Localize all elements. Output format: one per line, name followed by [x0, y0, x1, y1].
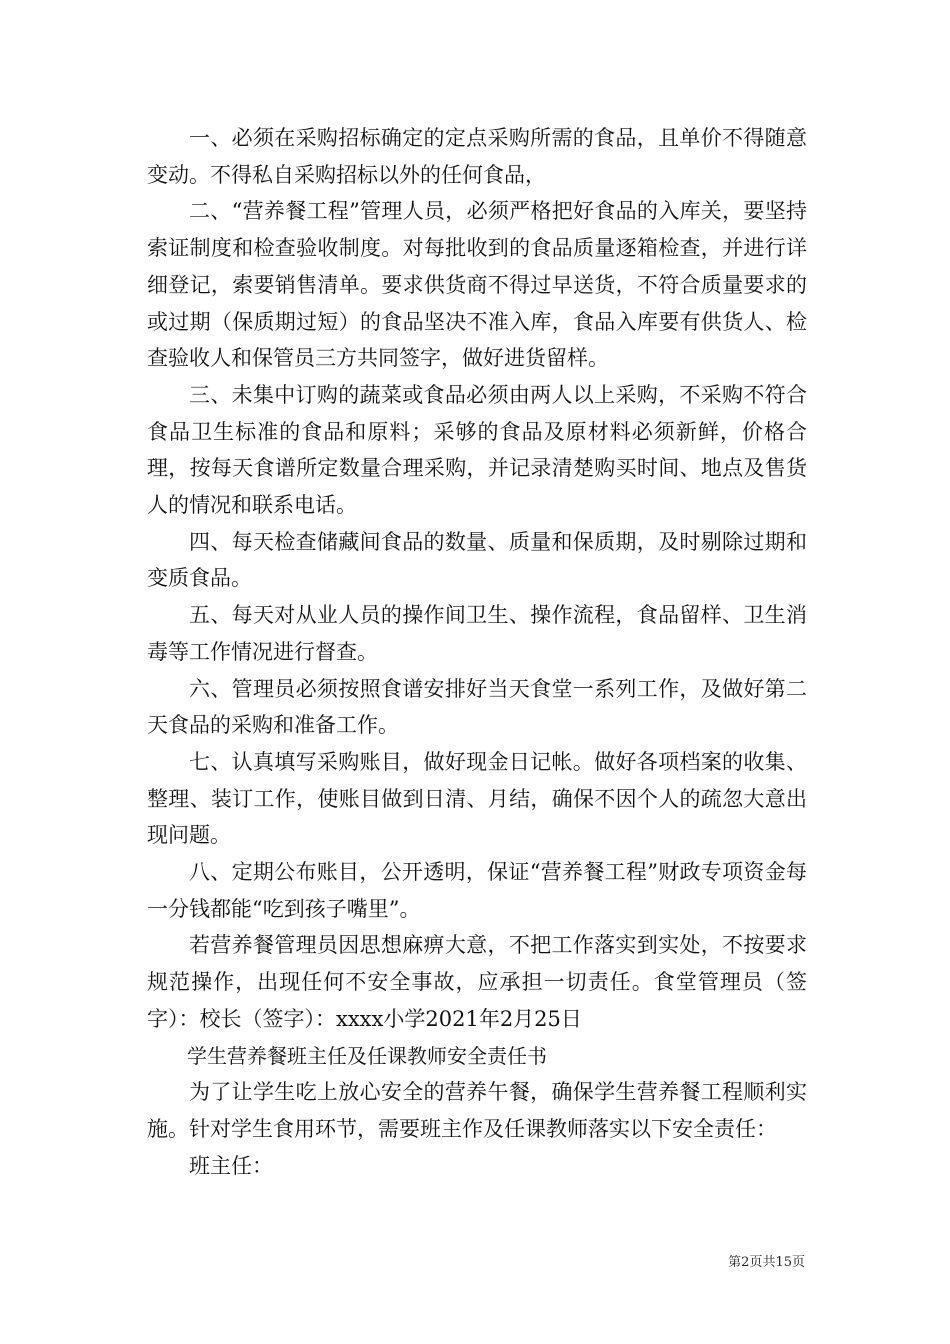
paragraph-responsibility-signature: 若营养餐管理员因思想麻痹大意，不把工作落实到实处，不按要求规范操作，出现任何不安全事故，应承担一切责任。食堂管理员（签字）：校长（签字）：xxxx小学2021年2月25日 — [147, 933, 807, 1031]
paragraph-rule-5: 五、每天对从业人员的操作间卫生、操作流程，食品留样、卫生消毒等工作情况进行督查。 — [147, 603, 807, 664]
section-title: 学生营养餐班主任及任课教师安全责任书 — [187, 1043, 547, 1068]
paragraph-intro: 为了让学生吃上放心安全的营养午餐，确保学生营养餐工程顺利实施。针对学生食用环节，需要班主作及任课教师落实以下安全责任： — [147, 1080, 807, 1141]
paragraph-rule-6: 六、管理员必须按照食谱安排好当天食堂一系列工作，及做好第二天食品的采购和准备工作。 — [147, 676, 807, 738]
paragraph-rule-3: 三、未集中订购的蔬菜或食品必须由两人以上采购，不采购不符合食品卫生标准的食品和原料；采够的食品及原材料必须新鲜，价格合理，按每天食谱所定数量合理采购，并记录清楚购买时间、地点及售货人的情况和联系电话。 — [147, 382, 807, 518]
paragraph-rule-4: 四、每天检查储藏间食品的数量、质量和保质期，及时剔除过期和变质食品。 — [147, 529, 807, 591]
paragraph-rule-2: 二、“营养餐工程”管理人员，必须严格把好食品的入库关，要坚持索证制度和检查验收制度。对每批收到的食品质量逐箱检查，并进行详细登记，索要销售清单。要求供货商不得过早送货，不符合质量要求的或过期（保质期过短）的食品坚决不准入库，食品入库要有供货人、检查验收人和保管员三方共同签字，做好进货留样。 — [147, 199, 807, 371]
paragraph-head-teacher: 班主任： — [189, 1153, 273, 1178]
document-body — [147, 120, 807, 1184]
paragraph-rule-8: 八、定期公布账目，公开透明，保证“营养餐工程”财政专项资金每一分钱都能“吃到孩子嘴里”。 — [147, 860, 807, 921]
page-number: 第2页共15页 — [728, 1255, 805, 1270]
paragraph-rule-1: 一、必须在采购招标确定的定点采购所需的食品，且单价不得随意变动。不得私自采购招标以外的任何食品， — [147, 126, 807, 187]
paragraph-rule-7: 七、认真填写采购账目，做好现金日记帐。做好各项档案的收集、整理、装订工作，使账目做到日清、月结，确保不因个人的疏忽大意出现问题。 — [147, 749, 807, 848]
